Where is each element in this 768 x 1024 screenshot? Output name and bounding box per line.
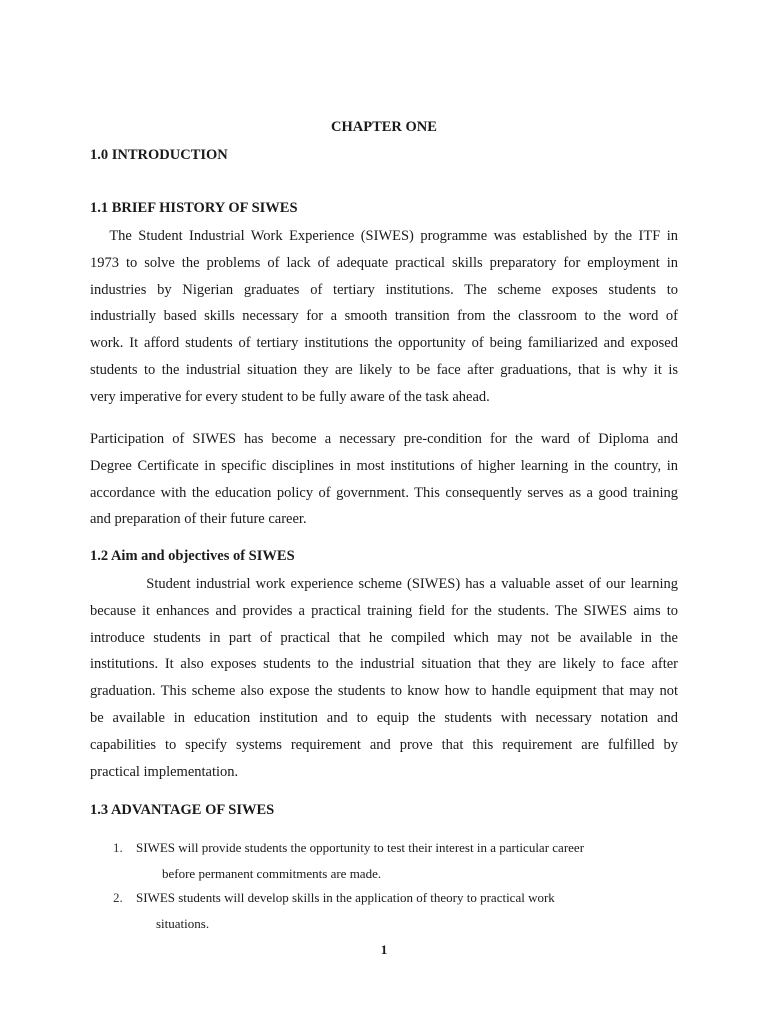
text-line: and preparation of their future career. [90,511,307,528]
text-line: because it enhances and provides a practical training field for the students. The SIWES aims to [90,602,678,619]
text-line: Degree Certificate in specific disciplines in most institutions of higher learning in the country, in [90,457,678,474]
page-number: 1 [380,942,388,957]
text-line: industrially based skills necessary for a smooth transition from the classroom to the word of [90,308,678,325]
text-line: be available in education institution and to equip the students with necessary notation and [90,709,678,726]
text-line: graduation. This scheme also expose the students to know how to handle equipment that may not [90,683,678,700]
list-item-text: SIWES will provide students the opportunity to test their interest in a particular career [136,840,585,855]
text-line: students to the industrial situation they are likely to be face after graduations, that is why it is [90,361,678,378]
paragraph-aims [90,571,678,785]
text-line: capabilities to specify systems requirement and prove that this requirement are fulfilled by [90,736,678,753]
section-heading-aims: 1.2 Aim and objectives of SIWES [90,548,295,564]
list-item-text: SIWES students will develop skills in the application of theory to practical work [136,890,555,905]
text-line: practical implementation. [90,763,239,780]
text-line: accordance with the education policy of government. This consequently serves as a good training [90,484,678,501]
text-line: industries by Nigerian graduates of tertiary institutions. The scheme exposes students to [90,281,678,298]
chapter-title: CHAPTER ONE [331,119,437,135]
text-line: 1973 to solve the problems of lack of adequate practical skills preparatory for employment in [90,254,678,271]
section-heading-advantages: 1.3 ADVANTAGE OF SIWES [90,802,275,818]
section-heading-introduction: 1.0 INTRODUCTION [90,147,228,163]
text-line: work. It afford students of tertiary institutions the opportunity of being familiarized and exposed [90,335,678,352]
paragraph-history-2 [90,426,678,533]
text-line: very imperative for every student to be fully aware of the task ahead. [90,388,490,405]
paragraph-history-1 [90,223,678,411]
list-item-text-continued: before permanent commitments are made. [162,866,382,881]
list-item-text-continued: situations. [156,916,210,931]
text-line: Student industrial work experience scheme (SIWES) has a valuable asset of our learning [90,576,678,592]
list-item-number: 2. [113,890,123,905]
text-line: The Student Industrial Work Experience (SIWES) programme was established by the ITF in [90,228,678,244]
text-line: introduce students in part of practical that he compiled which may not be available in the [90,629,678,646]
list-item-number: 1. [113,840,123,855]
text-line: institutions. It also exposes students to the industrial situation that they are likely to face after [90,656,678,673]
section-heading-brief-history: 1.1 BRIEF HISTORY OF SIWES [90,200,298,216]
text-line: Participation of SIWES has become a necessary pre-condition for the ward of Diploma and [90,431,678,447]
